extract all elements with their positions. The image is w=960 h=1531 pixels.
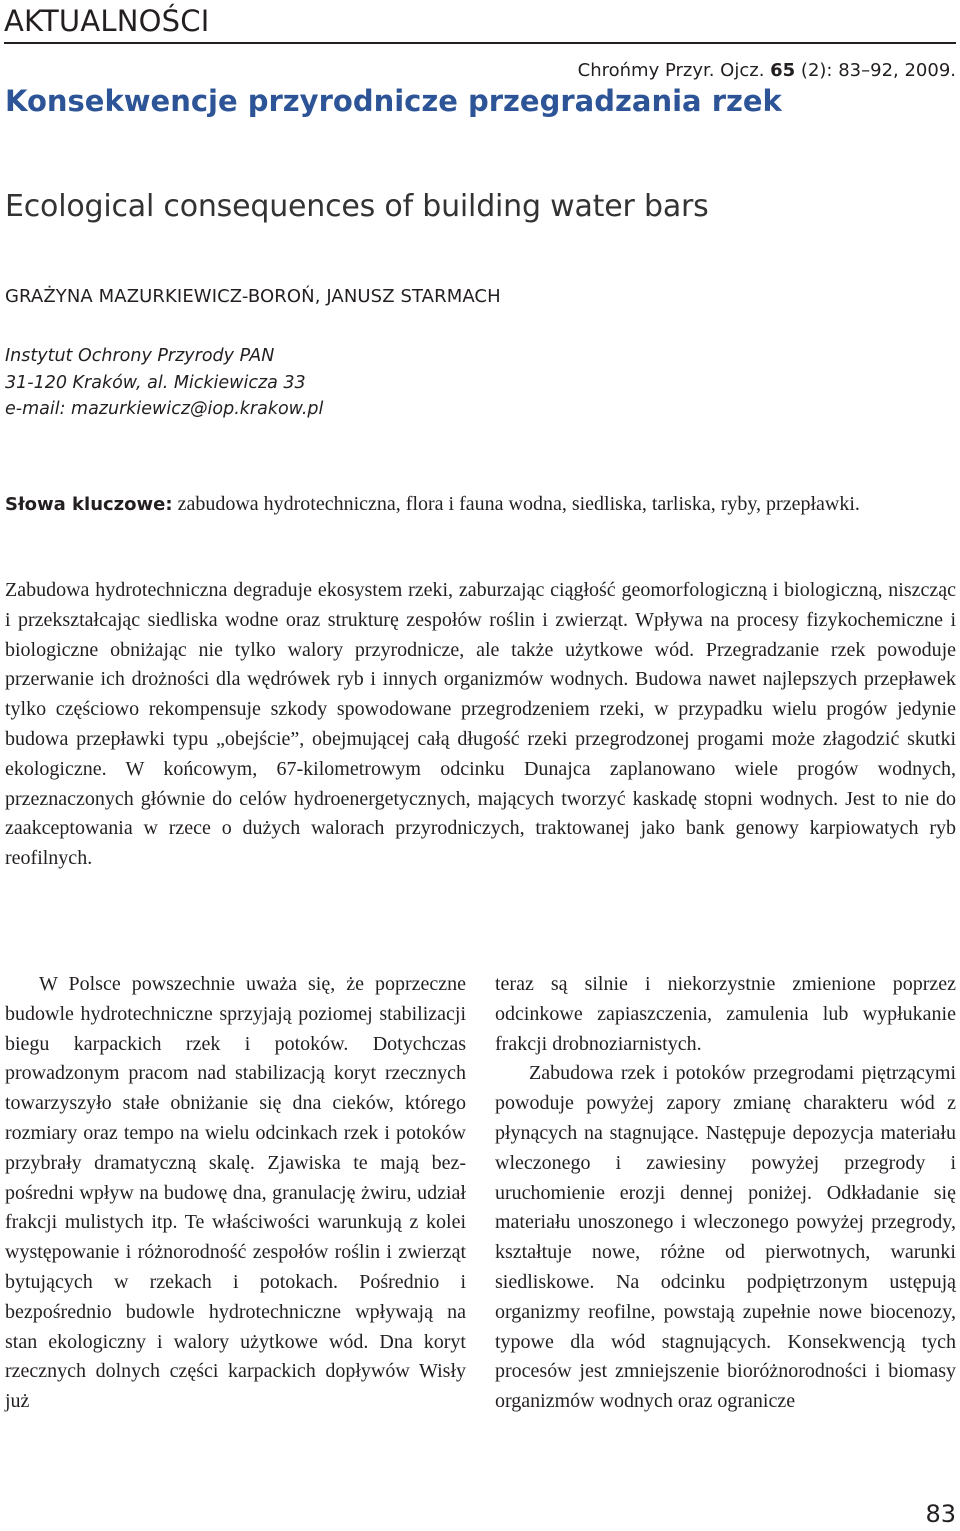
keywords-label: Słowa kluczowe: (5, 494, 173, 515)
body-paragraph: Zabudowa rzek i potoków przegrodami piętrzącymi powoduje powyżej zapory zmianę charakteru wód z płynących na stagnujące. Następuje depozycja materiału wleczonego i zawiesiny powyżej przegrody i uruchomienie erozji dennej poniżej. Odkładanie się materiału unoszonego i wleczonego powyżej przegrody, kształtuje nowe, różne od pierwotnych, warunki siedliskowe. Na odcinku podpiętrzonym ustępują organizmy reofilne, powstają zupełnie nowe biocenozy, typowe dla wód stagnujących. Konsekwencją tych procesów jest zmniejszenie bioróżnorodności i biomasy organizmów wodnych oraz ogranicze (495, 1062, 956, 1413)
author-affiliation (5, 343, 323, 423)
section-label: AKTUALNOŚCI (4, 4, 210, 38)
institute-name: Instytut Ochrony Przyrody PAN (5, 346, 275, 366)
keywords (5, 489, 956, 520)
article-authors: GRAŻYNA MAZURKIEWICZ-BOROŃ, JANUSZ STARMACH (5, 286, 501, 307)
abstract: Zabudowa hydrotechniczna degraduje ekosystem rzeki, zaburzając ciągłość geomorfologiczną i biologiczną, niszcząc i przekształcając siedliska wodne oraz strukturę zespołów roślin i zwierząt. Wpływa na procesy fizykochemiczne i biologiczne obniżając nie tylko walory przyrodnicze, ale także użytkowe wód. Przegradzanie rzek powoduje przerwanie ich drożności dla wędrówek ryb i innych organizmów wodnych. Budowa nawet najlepszych przepławek tylko częściowo rekompensuje szkody spowodowane przegrodzeniem rzeki, w przypadku wielu progów jedynie budowa przepławki typu „obejście”, obejmującej całą długość rzeki przegrodzonej progami może złagodzić skutki ekologiczne. W końcowym, 67-kilometrowym odcinku Dunajca zaplanowano wiele progów wodnych, przeznaczonych głównie do celów hydroenergetycznych, mających tworzyć kaskadę stopni wodnych. Jest to nie do zaakceptowania w rzece o dużych walorach przyrodniczych, traktowanej jako bank genowy karpiowatych ryb reofilnych. (5, 579, 956, 870)
citation-prefix: Chrońmy Przyr. Ojcz. (577, 60, 771, 81)
article-title-english: Ecological consequences of building water bars (5, 189, 709, 224)
body-paragraph: W Polsce powszechnie uważa się, że poprzeczne budowle hydrotechniczne sprzyjają poziomej stabilizacji biegu karpackich rzek i potoków. Dotychczas prowadzonym pracom nad stabilizacją koryt rzecznych towarzyszyło stałe obniżanie się dna cieków, którego rozmiary oraz tempo na wielu odcinkach rzek i potoków przybrały dramatyczną skalę. Zjawiska te mają bezpośredni wpływ na budowę dna, granulację żwiru, udział frakcji mulistych itp. Te właściwości warunkują z kolei występowanie i różnorodność zespołów roślin i zwierząt bytujących w rzekach i potokach. Pośrednio i bezpośrednio budowle hydrotechniczne wpływają na stan ekologiczny i walory użytkowe wód. Dna koryt rzecznych dolnych części karpackich dopływów Wisły już (5, 973, 466, 1413)
journal-citation (578, 60, 956, 81)
institute-address: 31-120 Kraków, al. Mickiewicza 33 (5, 372, 306, 393)
article-title-polish: Konsekwencje przyrodnicze przegradzania rzek (5, 84, 782, 118)
section-header (4, 0, 956, 44)
citation-suffix: (2): 83–92, 2009. (795, 60, 956, 81)
citation-volume: 65 (770, 60, 796, 81)
contact-email: e-mail: mazurkiewicz@iop.krakow.pl (5, 399, 324, 419)
page-number: 83 (925, 1500, 956, 1528)
body-column-left (5, 970, 466, 1417)
keywords-text: zabudowa hydrotechniczna, flora i fauna wodna, siedliska, tarliska, ryby, przepławki. (172, 493, 860, 515)
body-paragraph: teraz są silnie i niekorzystnie zmienione poprzez odcinkowe zapiaszczenia, zamulenia lub wypłukanie frakcji drobnoziarnistych. (495, 973, 956, 1055)
body-column-right (495, 970, 956, 1417)
